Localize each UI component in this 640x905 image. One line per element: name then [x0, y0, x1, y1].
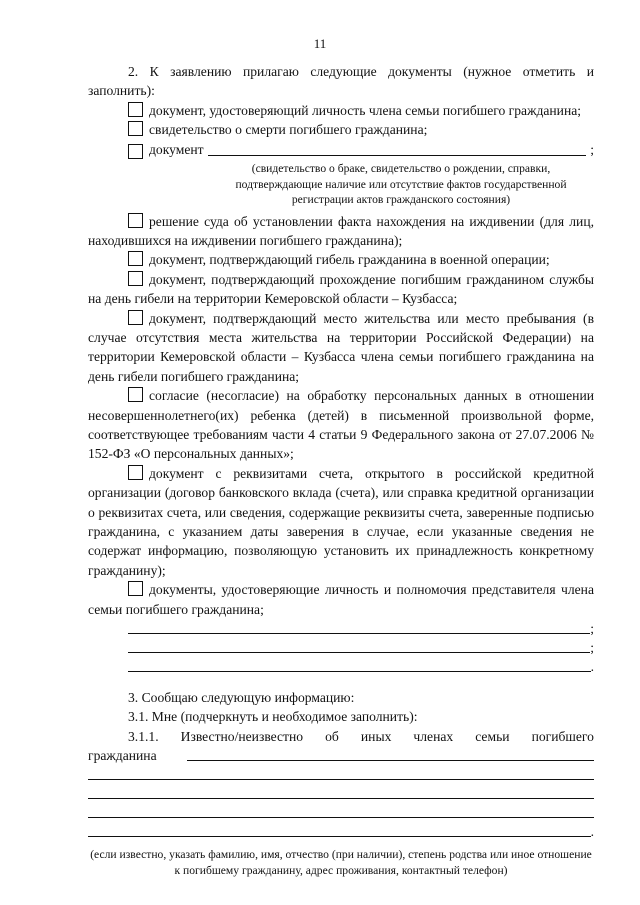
checkbox[interactable] [128, 144, 143, 159]
checkbox[interactable] [128, 251, 143, 266]
word: Известно/неизвестно [180, 728, 304, 744]
section-3-1: 3.1. Мне (подчеркнуть и необходимое заполнить): [128, 709, 418, 725]
attachment-label: документы, удостоверяющие личность и полномочия представителя члена семьи погибшего гражданина; [88, 582, 594, 617]
family-members-line[interactable] [88, 784, 594, 803]
checkbox[interactable] [128, 213, 143, 228]
family-members-line[interactable] [88, 803, 594, 822]
word: членах [413, 728, 454, 744]
line-end: ; [590, 620, 594, 636]
section-2-intro: 2. К заявлению прилагаю следующие документы (нужное отметить и заполнить): [88, 64, 594, 99]
checkbox[interactable] [128, 121, 143, 136]
section-3-1-1 [88, 727, 594, 746]
family-members-line[interactable] [88, 765, 594, 784]
attachment-item [88, 580, 594, 619]
attachment-label: документ с реквизитами счета, открытого в российской кредитной организации (договор банковского вклада (счета), или справка кредитной организации о реквизитах счета, или сведения, содержащие реквизиты счета, заверенные подписью гражданина, с указанием даты заверения в случае, если указанные сведения не содержат информацию, позволяющую установить их принадлежность конкретному гражданину); [88, 465, 594, 578]
section-3-heading: 3. Сообщаю следующую информацию: [128, 690, 355, 706]
other-document-row [88, 140, 594, 159]
word: семьи [475, 728, 510, 744]
attachment-item [88, 309, 594, 387]
page-number: 11 [313, 36, 327, 51]
attachment-item [88, 386, 594, 464]
document-note: (свидетельство о браке, свидетельство о рождении, справки, подтверждающие наличие или отсутствие фактов государственной регистрации актов гражданского состояния) [235, 162, 567, 207]
family-members-line[interactable] [88, 822, 594, 841]
section-3-1-1-tail: гражданина [88, 747, 157, 763]
checkbox[interactable] [128, 102, 143, 117]
attachment-label: документ, подтверждающий место жительства или место пребывания (в случае отсутствия места жительства на территории Российской Федерации) на территории Кемеровской области – Кузбасса члена семьи погибшего гражданина на день гибели погибшего гражданина; [88, 310, 594, 384]
attachment-label: согласие (несогласие) на обработку персональных данных в отношении несовершеннолетнего(их) ребенка (детей) в письменной произвольной форме, соответствующее требованиям части 4 статьи 9 Федерального закона от 27.07.2006 № 152-ФЗ «О персональных данных»; [88, 388, 594, 462]
section-number: 3.1.1. [128, 728, 159, 744]
word: иных [360, 728, 392, 744]
attachment-item [88, 101, 594, 120]
checkbox[interactable] [128, 387, 143, 402]
representative-line[interactable] [88, 619, 594, 638]
line-end: . [590, 658, 594, 674]
line-end: ; [590, 141, 594, 157]
form-content [88, 62, 594, 891]
attachment-label: решение суда об установлении факта нахождения на иждивении (для лиц, находившихся на иждивении погибшего гражданина); [88, 213, 594, 248]
word: об [325, 728, 339, 744]
line-end: . [590, 823, 594, 839]
line-end: ; [590, 639, 594, 655]
other-document-field[interactable] [208, 141, 587, 156]
representative-line[interactable] [88, 657, 594, 676]
attachment-label: документ, удостоверяющий личность члена семьи погибшего гражданина; [149, 102, 582, 118]
attachment-label: свидетельство о смерти погибшего гражданина; [149, 122, 428, 138]
document-label: документ [149, 141, 204, 157]
checkbox[interactable] [128, 271, 143, 286]
checkbox[interactable] [128, 465, 143, 480]
family-members-note: (если известно, указать фамилию, имя, отчество (при наличии), степень родства или иное отношение к погибшему гражданину, адрес проживания, контактный телефон) [90, 848, 592, 878]
checkbox[interactable] [128, 310, 143, 325]
representative-line[interactable] [88, 638, 594, 657]
attachment-item [88, 270, 594, 309]
word: погибшего [531, 728, 594, 744]
attachment-item [88, 120, 594, 139]
attachment-item [88, 212, 594, 251]
attachment-item [88, 464, 594, 580]
attachment-item [88, 250, 594, 269]
checkbox[interactable] [128, 581, 143, 596]
family-members-line[interactable] [88, 746, 594, 765]
attachment-label: документ, подтверждающий гибель гражданина в военной операции; [149, 252, 550, 268]
attachment-label: документ, подтверждающий прохождение погибшим гражданином службы на день гибели на территории Кемеровской области – Кузбасса; [88, 271, 594, 307]
